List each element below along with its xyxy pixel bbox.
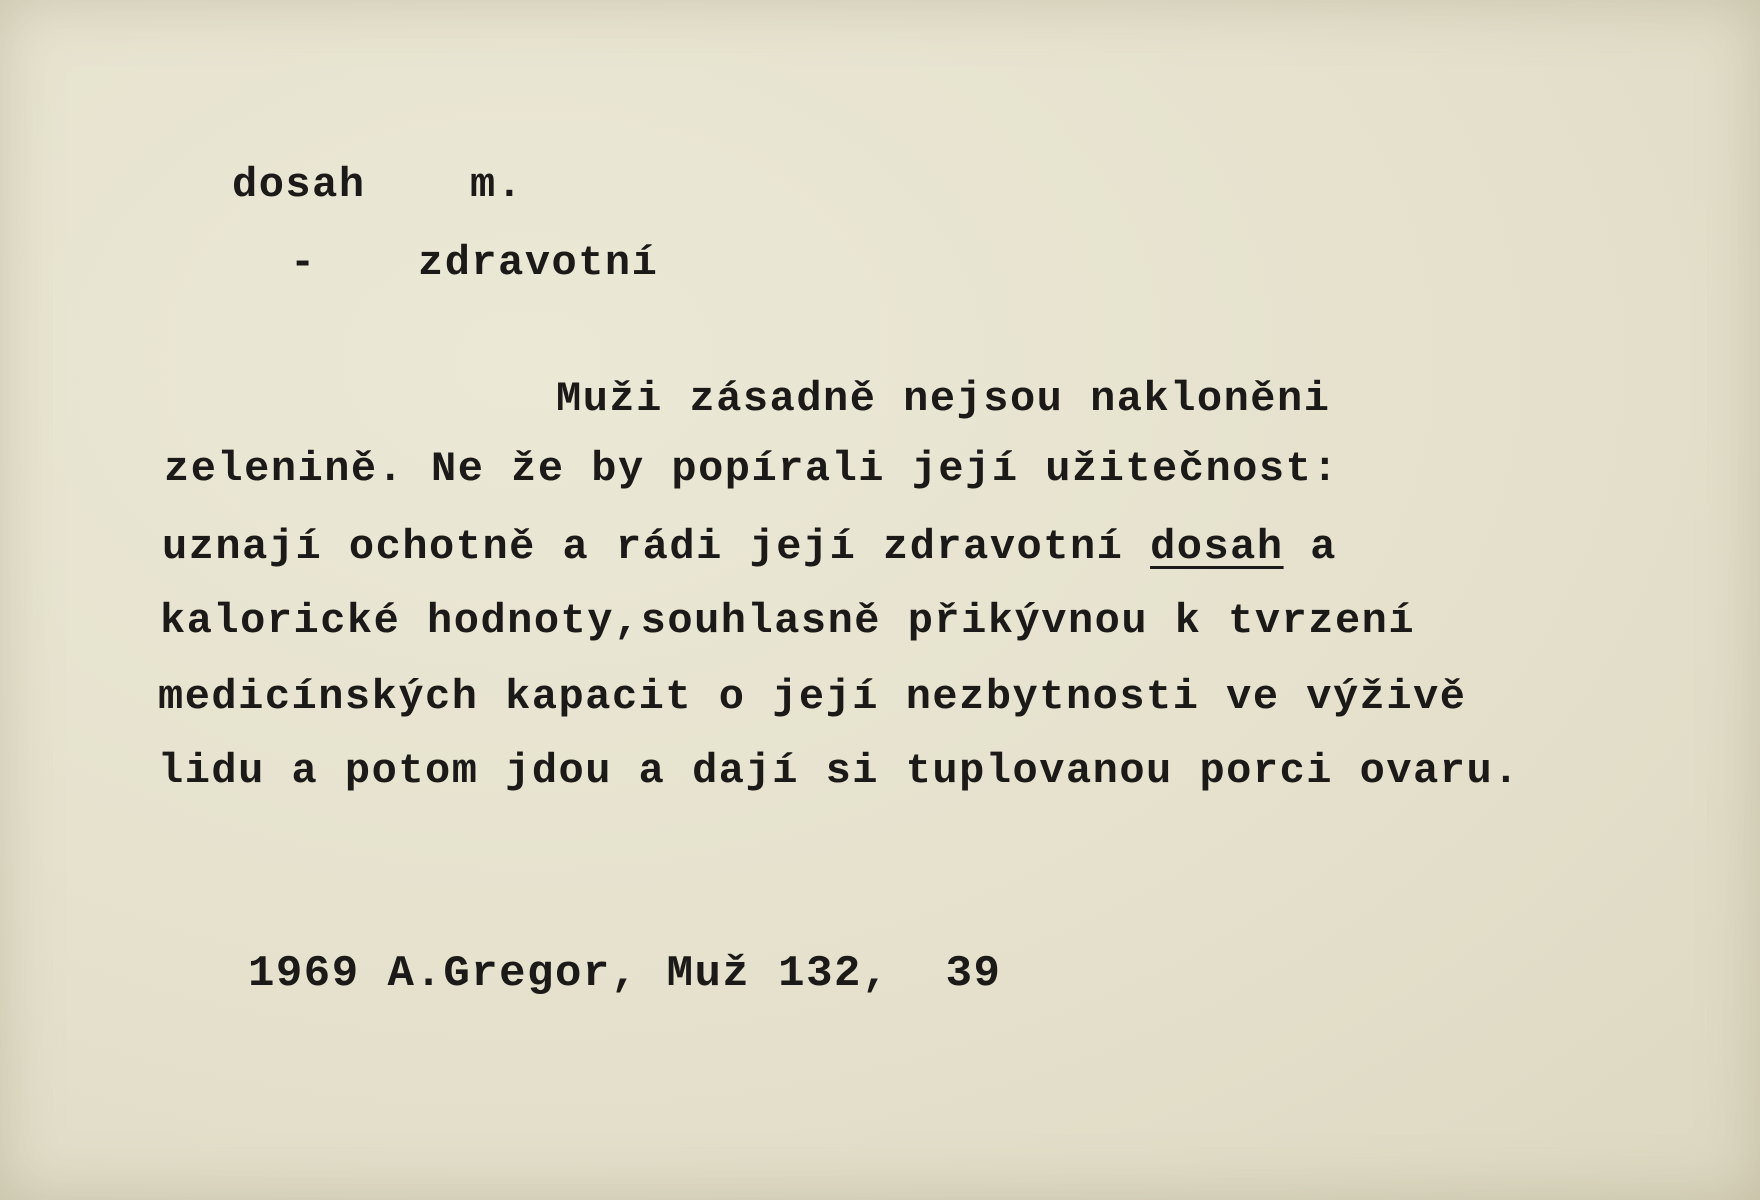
sense-dash: - (290, 239, 317, 287)
quote-line-3-end: a (1283, 523, 1338, 571)
quote-line-5: medicínských kapacit o její nezbytnosti ve výživě (158, 673, 1467, 721)
source-citation: 1969 A.Gregor, Muž 132, 39 (248, 949, 1002, 999)
headword: dosah (232, 161, 366, 209)
gender-label: m. (470, 161, 524, 209)
quote-line-1: Muži zásadně nejsou nakloněni (556, 375, 1331, 423)
quote-line-2: zelenině. Ne že by popírali její užitečnost: (164, 445, 1339, 493)
quote-line-3-start: uznají ochotně a rádi její zdravotní (162, 523, 1151, 571)
underlined-headword: dosah (1150, 523, 1284, 571)
quote-line-6: lidu a potom jdou a dají si tuplovanou porci ovaru. (158, 747, 1520, 795)
sense-label: zdravotní (418, 239, 659, 287)
quote-line-3 (162, 523, 1338, 571)
quote-line-4: kalorické hodnoty,souhlasně přikývnou k tvrzení (160, 597, 1416, 645)
